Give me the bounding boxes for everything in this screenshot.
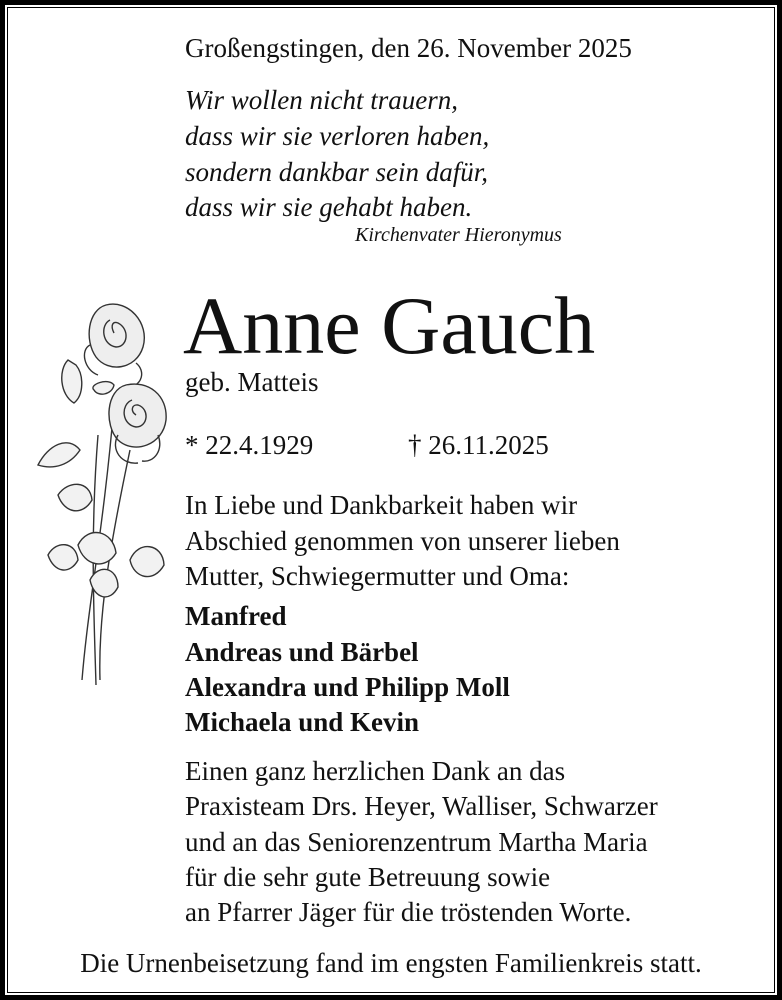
message-line: Abschied genommen von unserer lieben bbox=[185, 526, 620, 556]
death-date: † 26.11.2025 bbox=[408, 430, 549, 460]
mourner: Manfred bbox=[185, 601, 287, 631]
message-line: Mutter, Schwiegermutter und Oma: bbox=[185, 561, 570, 591]
place-date: Großengstingen, den 26. November 2025 bbox=[185, 33, 632, 63]
quote-attribution: Kirchenvater Hieronymus bbox=[355, 224, 562, 246]
maiden-name: geb. Matteis bbox=[185, 367, 319, 397]
mourner: Michaela und Kevin bbox=[185, 707, 420, 737]
message-line: In Liebe und Dankbarkeit haben wir bbox=[185, 490, 578, 520]
thanks-line: für die sehr gute Betreuung sowie bbox=[185, 862, 551, 892]
rose-illustration bbox=[18, 285, 178, 695]
quote-line: sondern dankbar sein dafür, bbox=[185, 157, 488, 187]
mourner: Alexandra und Philipp Moll bbox=[185, 672, 510, 702]
burial-note: Die Urnenbeisetzung fand im engsten Familienkreis statt. bbox=[80, 948, 702, 978]
thanks-line: Praxisteam Drs. Heyer, Walliser, Schwarzer bbox=[185, 791, 658, 821]
quote-line: dass wir sie gehabt haben. bbox=[185, 192, 473, 222]
deceased-name: Anne Gauch bbox=[183, 280, 596, 371]
thanks-line: an Pfarrer Jäger für die tröstenden Worte. bbox=[185, 897, 632, 927]
thanks-line: Einen ganz herzlichen Dank an das bbox=[185, 756, 566, 786]
thanks-line: und an das Seniorenzentrum Martha Maria bbox=[185, 827, 648, 857]
quote-line: dass wir sie verloren haben, bbox=[185, 121, 490, 151]
quote-line: Wir wollen nicht trauern, bbox=[185, 85, 458, 115]
mourner: Andreas und Bärbel bbox=[185, 637, 419, 667]
birth-date: * 22.4.1929 bbox=[185, 430, 314, 460]
